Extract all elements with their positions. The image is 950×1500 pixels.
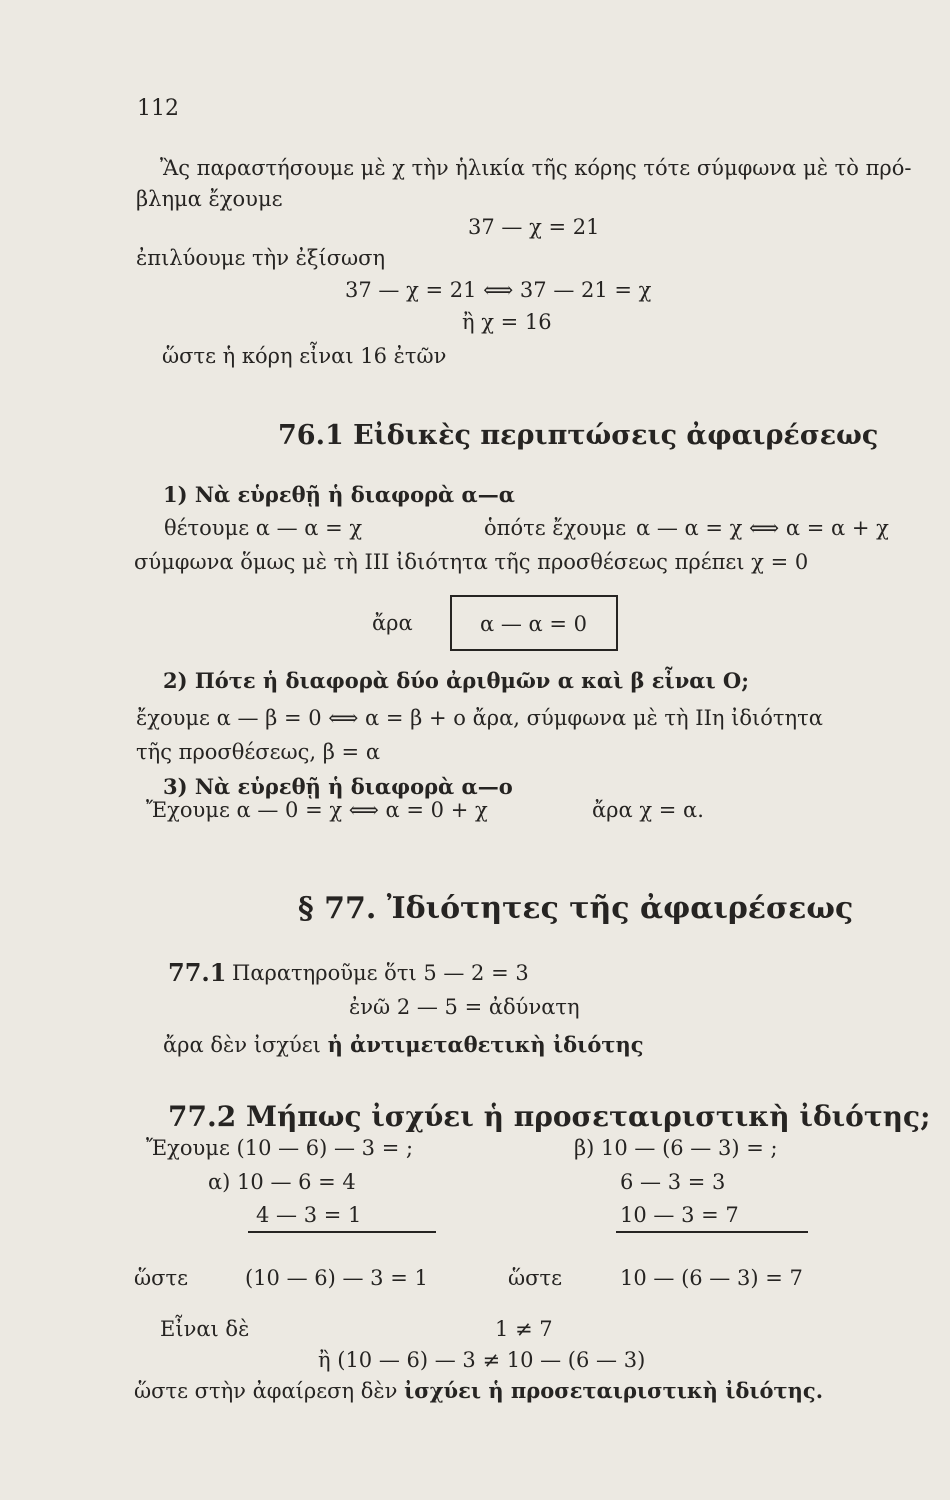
case-1-line-2: σύμφωνα ὅμως μὲ τὴ ΙΙΙ ἰδιότητα τῆς προσθέσεως πρέπει χ = 0 (134, 550, 809, 574)
section-77-2-heading: 77.2 Μήπως ἰσχύει ἡ προσεταιριστικὴ ἰδιότης; (168, 1100, 931, 1133)
section-77-1-number: 77.1 (168, 958, 227, 987)
final-statement (134, 1380, 823, 1402)
b-expression: β) 10 — (6 — 3) = ; (574, 1136, 778, 1160)
a-step-2: 4 — 3 = 1 (256, 1203, 362, 1227)
so-right-label: ὥστε (508, 1266, 562, 1290)
right-result-rule (616, 1231, 808, 1233)
section-76-1-heading: 76.1 Εἰδικὲς περιπτώσεις ἀφαιρέσεως (278, 420, 879, 451)
neq-full: ἢ (10 — 6) — 3 ≠ 10 — (6 — 3) (318, 1348, 646, 1372)
b-step-1: 6 — 3 = 3 (620, 1170, 726, 1194)
intro-equation-a: 37 — χ = 21 ⟺ 37 — 21 = χ (345, 278, 652, 302)
so-left-result: (10 — 6) — 3 = 1 (245, 1266, 428, 1290)
have-expression: Ἔχουμε (10 — 6) — 3 = ; (146, 1136, 414, 1160)
section-77-1-line-3-bold: ἡ ἀντιμεταθετικὴ ἰδιότης (327, 1032, 644, 1057)
final-statement-plain: ὥστε στὴν ἀφαίρεση δὲν (134, 1379, 405, 1403)
is-label: Εἶναι δὲ (160, 1317, 250, 1341)
intro-solve-label: ἐπιλύουμε τὴν ἐξίσωση (136, 246, 386, 270)
intro-equation-top: 37 — χ = 21 (468, 215, 600, 239)
case-3-line-1-left: Ἔχουμε α — 0 = χ ⟺ α = 0 + χ (146, 798, 488, 822)
intro-line-2: βλημα ἔχουμε (136, 187, 283, 211)
case-3-title: 3) Νὰ εὑρεθῇ ἡ διαφορὰ α—ο (163, 774, 513, 799)
case-2-line-2: τῆς προσθέσεως, β = α (136, 740, 381, 764)
b-step-2: 10 — 3 = 7 (620, 1203, 739, 1227)
section-77-1-line-2: ἐνῶ 2 — 5 = ἀδύνατη (349, 995, 580, 1019)
case-1-title: 1) Νὰ εὑρεθῇ ἡ διαφορὰ α—α (163, 482, 515, 507)
page-number: 112 (137, 96, 179, 121)
so-left-label: ὥστε (134, 1266, 188, 1290)
case-1-ara: ἄρα (372, 611, 413, 635)
intro-line-1: Ἂς παραστήσουμε μὲ χ τὴν ἡλικία τῆς κόρης τότε σύμφωνα μὲ τὸ πρό- (160, 156, 912, 180)
section-77-1-line-3-plain: ἄρα δὲν ἰσχύει (163, 1033, 328, 1057)
case-1-line-1-mid: ὁπότε ἔχουμε (484, 516, 627, 540)
intro-conclusion: ὥστε ἡ κόρη εἶναι 16 ἐτῶν (162, 344, 447, 368)
case-2-line-1: ἔχουμε α — β = 0 ⟺ α = β + ο ἄρα, σύμφωνα μὲ τὴ ΙΙη ἰδιότητα (136, 706, 823, 730)
case-1-line-1-right: α — α = χ ⟺ α = α + χ (636, 516, 889, 540)
section-77-1-line-1: Παρατηροῦμε ὅτι 5 — 2 = 3 (232, 961, 529, 985)
so-right-result: 10 — (6 — 3) = 7 (620, 1266, 803, 1290)
left-result-rule (248, 1231, 436, 1233)
section-77-heading: § 77. Ἰδιότητες τῆς ἀφαιρέσεως (298, 891, 854, 926)
section-77-1-line-3 (163, 1034, 644, 1056)
case-3-line-1-right: ἄρα χ = α. (592, 798, 704, 822)
case-2-title: 2) Πότε ἡ διαφορὰ δύο ἀριθμῶν α καὶ β εἶναι Ο; (163, 668, 749, 693)
a-step-1: α) 10 — 6 = 4 (208, 1170, 356, 1194)
final-statement-bold: ἰσχύει ἡ προσεταιριστικὴ ἰδιότης. (404, 1378, 824, 1403)
intro-equation-b: ἢ χ = 16 (462, 310, 552, 334)
case-1-boxed-result: α — α = 0 (480, 612, 588, 636)
neq-short: 1 ≠ 7 (495, 1317, 553, 1341)
case-1-line-1-left: θέτουμε α — α = χ (164, 516, 363, 540)
